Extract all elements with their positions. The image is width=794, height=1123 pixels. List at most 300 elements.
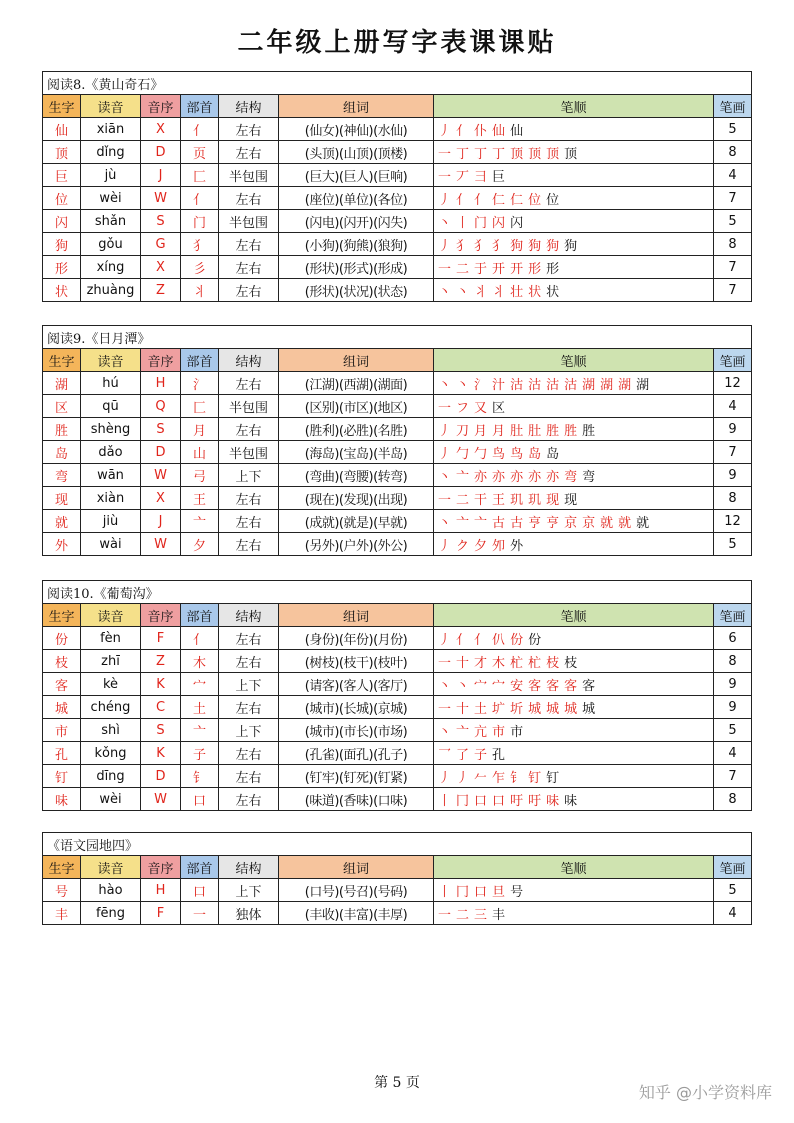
pinyin-cell: wān [81,464,141,487]
table-row [43,788,752,811]
pinyin-cell: wài [81,533,141,556]
stroke-step: 宀 [474,678,490,694]
stroke-order-cell [434,233,714,256]
initial-cell: W [141,464,181,487]
stroke-step: 丆 [456,169,472,185]
stroke-step: 客 [546,678,562,694]
radical-cell: 亻 [181,118,219,141]
header-row [43,856,752,879]
stroke-step: 又 [474,400,490,416]
stroke-step: 沽 [528,377,544,393]
pinyin-cell: fèn [81,627,141,650]
initial-cell: X [141,256,181,279]
stroke-order-cell [434,879,714,902]
structure-cell: 左右 [219,765,279,788]
initial-cell: W [141,788,181,811]
stroke-step: 土 [474,701,490,717]
stroke-step: 丶 [438,469,454,485]
stroke-step: 丶 [438,377,454,393]
character-cell: 味 [43,788,81,811]
watermark: 知乎 @小学资料库 [638,1083,772,1102]
initial-cell: W [141,533,181,556]
stroke-step: 亨 [546,515,562,531]
stroke-step: 钉 [546,770,562,786]
stroke-step: 月 [474,423,490,439]
stroke-step: 一 [438,701,454,717]
structure-cell: 左右 [219,650,279,673]
stroke-step: 丿 [438,538,454,554]
structure-cell: 左右 [219,141,279,164]
stroke-step: 于 [474,261,490,277]
words-cell: (区别)(市区)(地区) [279,395,434,418]
stroke-step: 号 [510,884,526,900]
stroke-step: 份 [528,632,544,648]
lesson-table [42,325,752,556]
stroke-step: 古 [492,515,508,531]
stroke-step: 区 [492,400,508,416]
stroke-step: 干 [474,492,490,508]
stroke-step: 狗 [528,238,544,254]
stroke-step: 勹 [456,446,472,462]
stroke-step: 顶 [528,146,544,162]
stroke-step: 开 [492,261,508,277]
radical-cell: 匚 [181,395,219,418]
stroke-step: 形 [528,261,544,277]
words-cell: (江湖)(西湖)(湖面) [279,372,434,395]
character-cell: 巨 [43,164,81,187]
radical-cell: 亠 [181,719,219,742]
initial-cell: K [141,742,181,765]
stroke-step: 旦 [492,884,508,900]
radical-cell: 页 [181,141,219,164]
pinyin-cell: hào [81,879,141,902]
stroke-step: 城 [564,701,580,717]
stroke-order-cell [434,187,714,210]
lesson-table [42,832,752,925]
table-row [43,510,752,533]
stroke-step: 亠 [456,515,472,531]
stroke-step: 位 [528,192,544,208]
stroke-step: 丿 [438,423,454,439]
stroke-order-cell [434,696,714,719]
stroke-step: 亦 [510,469,526,485]
stroke-step: 了 [456,747,472,763]
stroke-step: 十 [456,701,472,717]
structure-cell: 左右 [219,533,279,556]
pinyin-cell: xiān [81,118,141,141]
stroke-count-cell: 5 [714,533,752,556]
pinyin-cell: zhuàng [81,279,141,302]
stroke-step: 沽 [564,377,580,393]
header-yinxu: 音序 [141,856,181,879]
stroke-step: 𠂉 [474,770,490,786]
header-bihua: 笔画 [714,856,752,879]
header-shengzi: 生字 [43,856,81,879]
stroke-step: 位 [546,192,562,208]
header-bihua: 笔画 [714,95,752,118]
radical-cell: 亻 [181,627,219,650]
stroke-count-cell: 7 [714,256,752,279]
character-cell: 孔 [43,742,81,765]
stroke-step: 门 [474,215,490,231]
radical-cell: 木 [181,650,219,673]
stroke-step: 湖 [636,377,652,393]
initial-cell: H [141,372,181,395]
words-cell: (座位)(单位)(各位) [279,187,434,210]
header-jiegou: 结构 [219,604,279,627]
table-row [43,696,752,719]
stroke-step: 二 [456,261,472,277]
stroke-step: 一 [438,492,454,508]
stroke-step: 一 [438,146,454,162]
stroke-step: 亦 [474,469,490,485]
character-cell: 位 [43,187,81,210]
stroke-step: 开 [510,261,526,277]
pinyin-cell: chéng [81,696,141,719]
stroke-count-cell: 9 [714,464,752,487]
stroke-step: 胜 [546,423,562,439]
stroke-order-cell [434,533,714,556]
stroke-order-cell [434,279,714,302]
stroke-step: 安 [510,678,526,694]
stroke-step: 二 [456,492,472,508]
stroke-step: 刀 [456,423,472,439]
structure-cell: 上下 [219,879,279,902]
words-cell: (头顶)(山顶)(顶楼) [279,141,434,164]
table-row [43,673,752,696]
header-bishun: 笔顺 [434,856,714,879]
table-row [43,233,752,256]
pinyin-cell: zhī [81,650,141,673]
stroke-step: 客 [582,678,598,694]
stroke-order-cell [434,673,714,696]
stroke-step: 犭 [474,238,490,254]
stroke-step: 京 [564,515,580,531]
stroke-step: 圹 [492,701,508,717]
stroke-count-cell: 4 [714,902,752,925]
stroke-step: 丬 [492,284,508,300]
header-shengzi: 生字 [43,604,81,627]
stroke-step: 勹 [474,446,490,462]
initial-cell: X [141,487,181,510]
stroke-step: 丿 [438,446,454,462]
stroke-order-cell [434,441,714,464]
radical-cell: 月 [181,418,219,441]
stroke-step: 巨 [492,169,508,185]
words-cell: (身份)(年份)(月份) [279,627,434,650]
structure-cell: 左右 [219,742,279,765]
stroke-count-cell: 4 [714,395,752,418]
lesson-title: 阅读8.《黄山奇石》 [43,72,752,95]
stroke-order-cell [434,742,714,765]
stroke-step: 一 [438,400,454,416]
stroke-count-cell: 7 [714,765,752,788]
stroke-step: 岛 [528,446,544,462]
stroke-order-cell [434,418,714,441]
pinyin-cell: dǎo [81,441,141,464]
structure-cell: 左右 [219,788,279,811]
stroke-step: 亠 [456,469,472,485]
stroke-step: 丁 [492,146,508,162]
header-duyin: 读音 [81,856,141,879]
structure-cell: 上下 [219,673,279,696]
stroke-step: 孔 [492,747,508,763]
stroke-step: 闪 [510,215,526,231]
pinyin-cell: xíng [81,256,141,279]
stroke-order-cell [434,719,714,742]
initial-cell: D [141,441,181,464]
radical-cell: 夕 [181,533,219,556]
stroke-step: 丨 [456,215,472,231]
initial-cell: W [141,187,181,210]
initial-cell: K [141,673,181,696]
stroke-count-cell: 6 [714,627,752,650]
stroke-order-cell [434,256,714,279]
radical-cell: 彡 [181,256,219,279]
stroke-step: 岛 [546,446,562,462]
table-row [43,533,752,556]
words-cell: (味道)(香味)(口味) [279,788,434,811]
character-cell: 就 [43,510,81,533]
structure-cell: 半包围 [219,164,279,187]
pinyin-cell: kǒng [81,742,141,765]
table-row [43,487,752,510]
stroke-step: 城 [546,701,562,717]
stroke-step: 客 [528,678,544,694]
stroke-step: 客 [564,678,580,694]
stroke-count-cell: 7 [714,441,752,464]
character-cell: 客 [43,673,81,696]
stroke-step: 一 [438,261,454,277]
stroke-count-cell: 8 [714,650,752,673]
stroke-step: 形 [546,261,562,277]
table-row [43,719,752,742]
stroke-count-cell: 9 [714,696,752,719]
stroke-step: 夘 [492,538,508,554]
header-bushou: 部首 [181,349,219,372]
character-cell: 钉 [43,765,81,788]
character-cell: 狗 [43,233,81,256]
words-cell: (巨大)(巨人)(巨响) [279,164,434,187]
initial-cell: S [141,719,181,742]
stroke-step: 古 [510,515,526,531]
radical-cell: 丬 [181,279,219,302]
stroke-step: 丿 [438,192,454,208]
radical-cell: 钅 [181,765,219,788]
header-row [43,604,752,627]
stroke-step: 月 [492,423,508,439]
stroke-step: 丶 [438,515,454,531]
stroke-count-cell: 5 [714,210,752,233]
stroke-step: 亨 [528,515,544,531]
stroke-step: 玑 [528,492,544,508]
stroke-step: 彐 [474,169,490,185]
header-duyin: 读音 [81,95,141,118]
pinyin-cell: xiàn [81,487,141,510]
pinyin-cell: shǎn [81,210,141,233]
pinyin-cell: dīng [81,765,141,788]
stroke-count-cell: 5 [714,719,752,742]
pinyin-cell: hú [81,372,141,395]
table-row [43,742,752,765]
stroke-step: 犭 [492,238,508,254]
stroke-step: 湖 [618,377,634,393]
stroke-step: 亻 [456,632,472,648]
header-zuci: 组词 [279,856,434,879]
stroke-count-cell: 5 [714,118,752,141]
stroke-step: 冂 [456,793,472,809]
stroke-step: 现 [564,492,580,508]
radical-cell: 王 [181,487,219,510]
character-cell: 外 [43,533,81,556]
table-row [43,372,752,395]
structure-cell: 半包围 [219,395,279,418]
words-cell: (口号)(号召)(号码) [279,879,434,902]
stroke-count-cell: 8 [714,788,752,811]
stroke-step: 京 [582,515,598,531]
stroke-step: 现 [546,492,562,508]
words-cell: (钉牢)(钉死)(钉紧) [279,765,434,788]
header-duyin: 读音 [81,604,141,627]
structure-cell: 左右 [219,372,279,395]
character-cell: 枝 [43,650,81,673]
stroke-count-cell: 7 [714,279,752,302]
stroke-count-cell: 7 [714,187,752,210]
radical-cell: 山 [181,441,219,464]
stroke-step: 圻 [510,701,526,717]
stroke-step: 亢 [474,724,490,740]
words-cell: (形状)(形式)(形成) [279,256,434,279]
character-cell: 闪 [43,210,81,233]
table-row [43,256,752,279]
stroke-step: 丶 [456,284,472,300]
stroke-order-cell [434,627,714,650]
radical-cell: 门 [181,210,219,233]
initial-cell: Z [141,279,181,302]
stroke-step: 杧 [528,655,544,671]
radical-cell: 一 [181,902,219,925]
structure-cell: 上下 [219,464,279,487]
stroke-step: 外 [510,538,526,554]
stroke-step: 丶 [438,284,454,300]
structure-cell: 半包围 [219,441,279,464]
stroke-step: 闪 [492,215,508,231]
words-cell: (闪电)(闪开)(闪失) [279,210,434,233]
character-cell: 弯 [43,464,81,487]
stroke-count-cell: 9 [714,418,752,441]
stroke-step: 狗 [510,238,526,254]
stroke-step: 一 [438,907,454,923]
pinyin-cell: wèi [81,187,141,210]
radical-cell: 弓 [181,464,219,487]
pinyin-cell: kè [81,673,141,696]
words-cell: (城市)(长城)(京城) [279,696,434,719]
stroke-step: 就 [618,515,634,531]
stroke-step: 沽 [510,377,526,393]
header-jiegou: 结构 [219,349,279,372]
stroke-step: 顶 [510,146,526,162]
header-bishun: 笔顺 [434,349,714,372]
stroke-step: 吁 [510,793,526,809]
stroke-step: 枝 [564,655,580,671]
stroke-step: 味 [564,793,580,809]
words-cell: (形状)(状况)(状态) [279,279,434,302]
character-cell: 丰 [43,902,81,925]
structure-cell: 半包围 [219,210,279,233]
pinyin-cell: gǒu [81,233,141,256]
words-cell: (孔雀)(面孔)(孔子) [279,742,434,765]
header-bishun: 笔顺 [434,604,714,627]
table-row [43,418,752,441]
stroke-step: 三 [474,907,490,923]
stroke-step: 夕 [474,538,490,554]
stroke-step: 丨 [438,884,454,900]
table-row [43,164,752,187]
stroke-step: 顶 [546,146,562,162]
initial-cell: Q [141,395,181,418]
stroke-step: 就 [636,515,652,531]
header-shengzi: 生字 [43,349,81,372]
header-bushou: 部首 [181,95,219,118]
words-cell: (树枝)(枝干)(枝叶) [279,650,434,673]
character-cell: 湖 [43,372,81,395]
words-cell: (现在)(发现)(出现) [279,487,434,510]
radical-cell: 子 [181,742,219,765]
stroke-step: 仁 [510,192,526,208]
stroke-step: 才 [474,655,490,671]
stroke-step: 冂 [456,884,472,900]
stroke-count-cell: 8 [714,141,752,164]
stroke-step: 汁 [492,377,508,393]
stroke-step: 亠 [474,515,490,531]
stroke-step: 壮 [510,284,526,300]
initial-cell: F [141,627,181,650]
stroke-count-cell: 8 [714,233,752,256]
stroke-step: 丶 [438,678,454,694]
pinyin-cell: qū [81,395,141,418]
stroke-step: 肚 [528,423,544,439]
lesson-title: 《语文园地四》 [43,833,752,856]
character-cell: 岛 [43,441,81,464]
stroke-step: 钉 [528,770,544,786]
words-cell: (海岛)(宝岛)(半岛) [279,441,434,464]
initial-cell: S [141,210,181,233]
words-cell: (小狗)(狗熊)(狼狗) [279,233,434,256]
stroke-step: 子 [474,747,490,763]
character-cell: 现 [43,487,81,510]
header-jiegou: 结构 [219,95,279,118]
stroke-step: 弯 [582,469,598,485]
stroke-step: 市 [492,724,508,740]
radical-cell: 匚 [181,164,219,187]
table-row [43,279,752,302]
stroke-step: 顶 [564,146,580,162]
page-number: 第 5 页 [374,1075,420,1091]
initial-cell: Z [141,650,181,673]
stroke-step: 丿 [438,770,454,786]
character-cell: 状 [43,279,81,302]
table-row [43,395,752,418]
pinyin-cell: shì [81,719,141,742]
radical-cell: 土 [181,696,219,719]
character-cell: 号 [43,879,81,902]
words-cell: (弯曲)(弯腰)(转弯) [279,464,434,487]
stroke-step: 钅 [510,770,526,786]
stroke-step: 仁 [492,192,508,208]
stroke-count-cell: 4 [714,164,752,187]
stroke-step: 丿 [438,238,454,254]
stroke-order-cell [434,765,714,788]
